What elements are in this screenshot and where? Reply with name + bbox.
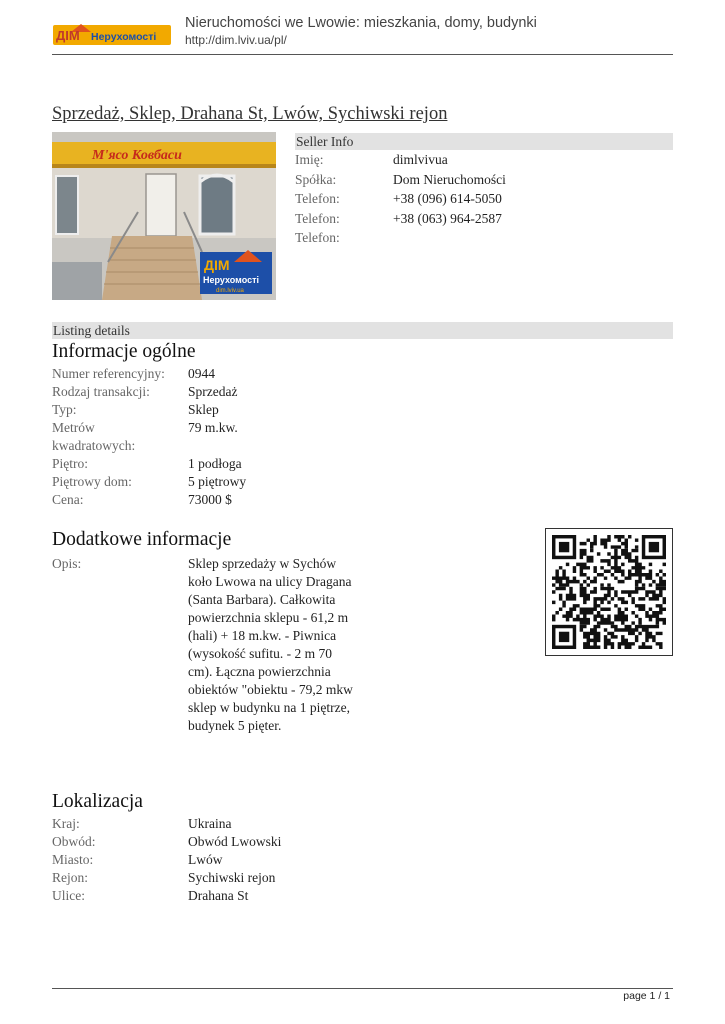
seller-row: Telefon: +38 (063) 964-2587 bbox=[295, 209, 672, 229]
field-label: Miasto: bbox=[52, 852, 94, 867]
building-floors: 5 piętrowy bbox=[188, 474, 247, 489]
country: Ukraina bbox=[188, 816, 232, 831]
site-logo[interactable] bbox=[53, 22, 171, 48]
square-meters: 79 m.kw. bbox=[188, 420, 238, 435]
svg-text:ДІМ: ДІМ bbox=[56, 28, 80, 43]
location-table bbox=[52, 815, 352, 910]
description-text: Sklep sprzedaży w Sychów koło Lwowa na ulicy Dragana (Santa Barbara). Całkowita powierzchnia sklepu - 61,2 m (hali) + 18 m.kw. - Piwnica (wysokość sufitu. - 2 m 70 cm). Łączna powierzchnia obiektów "obiektu - 79,2 mkw sklep w budynku na 1 piętrze, budynek 5 pięter. bbox=[188, 556, 353, 733]
shop-sign-text: М'ясо Ковбаси bbox=[92, 148, 182, 163]
seller-row: Telefon: bbox=[295, 230, 340, 245]
field-label: Piętrowy dom: bbox=[52, 474, 132, 489]
property-type: Sklep bbox=[188, 402, 219, 417]
header-divider bbox=[52, 54, 673, 55]
seller-company: Dom Nieruchomości bbox=[393, 171, 506, 187]
general-info-table bbox=[52, 365, 352, 515]
page-number: page 1 / 1 bbox=[623, 990, 670, 1002]
field-label: Typ: bbox=[52, 402, 77, 417]
floor: 1 podłoga bbox=[188, 456, 242, 471]
transaction-type: Sprzedaż bbox=[188, 384, 238, 399]
district: Sychiwski rejon bbox=[188, 870, 276, 885]
field-label: Numer referencyjny: bbox=[52, 366, 165, 381]
location-heading: Lokalizacja bbox=[52, 791, 143, 812]
svg-text:Нерухомості: Нерухомості bbox=[203, 275, 259, 285]
field-label: Metrów kwadratowych: bbox=[52, 420, 136, 453]
footer-divider bbox=[52, 988, 673, 989]
field-label: Rodzaj transakcji: bbox=[52, 384, 150, 399]
field-label: Piętro: bbox=[52, 456, 88, 471]
description-label: Opis: bbox=[52, 556, 82, 571]
oblast: Obwód Lwowski bbox=[188, 834, 282, 849]
watermark-url: dim.lviv.ua bbox=[216, 288, 244, 294]
field-label: Obwód: bbox=[52, 834, 96, 849]
qr-code[interactable] bbox=[545, 528, 673, 656]
seller-row: Spółka: Dom Nieruchomości bbox=[295, 170, 672, 190]
field-label: Cena: bbox=[52, 492, 84, 507]
additional-info-heading: Dodatkowe informacje bbox=[52, 529, 232, 550]
seller-info-heading: Seller Info bbox=[295, 133, 673, 150]
property-photo bbox=[52, 132, 276, 300]
watermark-logo-text: ДІМ bbox=[204, 257, 230, 273]
city: Lwów bbox=[188, 852, 223, 867]
general-info-heading: Informacje ogólne bbox=[52, 341, 196, 362]
price: 73000 $ bbox=[188, 492, 232, 507]
field-label: Ulice: bbox=[52, 888, 85, 903]
reference-number: 0944 bbox=[188, 366, 215, 381]
street: Drahana St bbox=[188, 888, 249, 903]
listing-details-heading: Listing details bbox=[52, 322, 673, 339]
seller-name: dimlvivua bbox=[393, 152, 448, 167]
field-label: Kraj: bbox=[52, 816, 80, 831]
seller-phone-2[interactable]: +38 (063) 964-2587 bbox=[393, 210, 502, 226]
svg-text:Нерухомості: Нерухомості bbox=[91, 31, 157, 43]
field-label: Rejon: bbox=[52, 870, 88, 885]
seller-info-table bbox=[295, 150, 672, 248]
header-title: Nieruchomości we Lwowie: mieszkania, domy, budynki bbox=[185, 15, 537, 31]
seller-phone-1[interactable]: +38 (096) 614-5050 bbox=[393, 191, 502, 206]
header-url[interactable]: http://dim.lviv.ua/pl/ bbox=[185, 33, 287, 47]
listing-title[interactable]: Sprzedaż, Sklep, Drahana St, Lwów, Sychiwski rejon bbox=[52, 104, 448, 124]
seller-row: Imię: dimlvivua bbox=[295, 150, 672, 170]
seller-row: Telefon: +38 (096) 614-5050 bbox=[295, 189, 672, 209]
